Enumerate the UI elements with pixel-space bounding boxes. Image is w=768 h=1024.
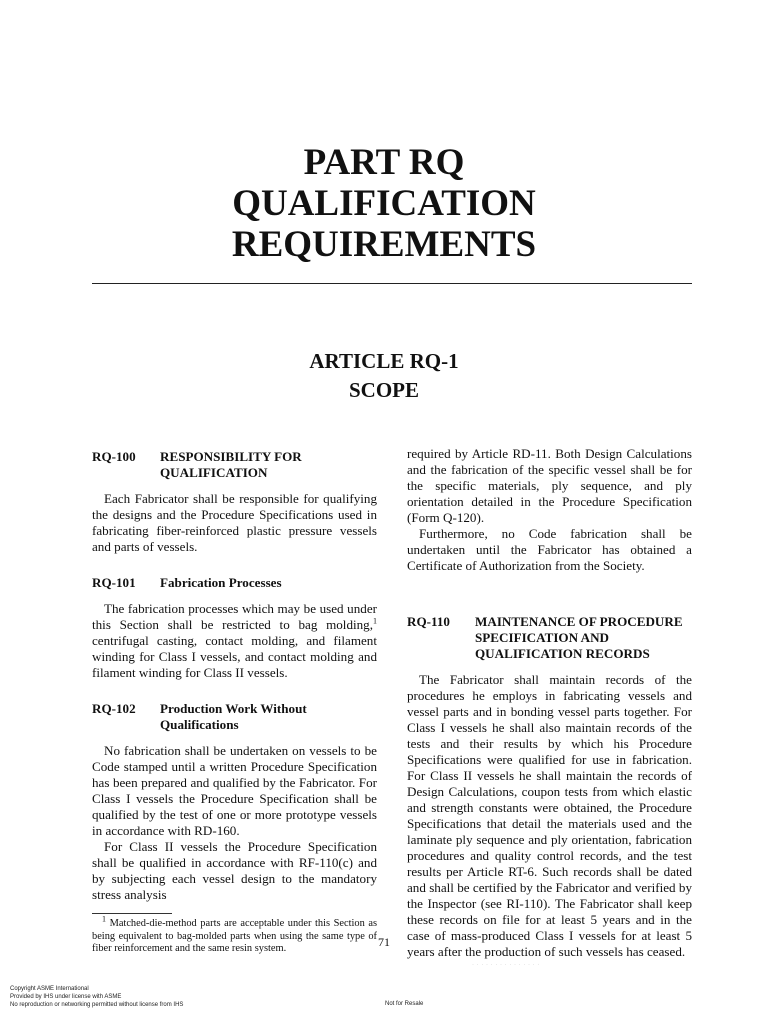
section-title — [160, 701, 377, 733]
section-title — [160, 449, 377, 481]
paragraph: Each Fabricator shall be responsible for qualifying the designs and the Procedure Specifications used in fabricating fiber-reinforced plastic pressure vessels and parts of vessels. — [92, 491, 377, 554]
section-title-line: Qualifications — [160, 717, 239, 732]
section-title-line: MAINTENANCE OF PROCEDURE — [475, 614, 683, 629]
section-number: RQ-100 — [92, 449, 136, 464]
paragraph: The Fabricator shall maintain records of the procedures he employs in fabricating vessels and vessel parts and in bonding vessel parts together. For Class I vessels he shall also maintain records of the tests and their results by which his Procedure Specifications were qualified for use in fabrication. For Class II vessels he shall maintain the records of Design Calculations, coupon tests from which elastic and strength constants were obtained, the Procedure Specifications that detail the materials used and the laminate ply sequence and ply orientation, fabrication procedures and quality control records, and the test results per Article RT-6. Such records shall be dated and shall be certified by the Fabricator and verified by the Inspector (see RI-110). The Fabricator shall keep these records on file for at least 5 years and in the case of mass-produced Class I vessels for at least 5 years after the production of such vessels has ceased. — [407, 672, 692, 959]
part-title-line-3: REQUIREMENTS — [231, 224, 537, 265]
paragraph: No fabrication shall be undertaken on vessels to be Code stamped until a written Procedure Specification has been prepared and qualified by the Fabricator. For Class I vessels the Procedure Specification shall be qualified by the test of one or more prototype vessels in accordance with RD-160. — [92, 743, 377, 838]
paragraph: Furthermore, no Code fabrication shall be undertaken until the Fabricator has obtained a Certificate of Authorization from the Society. — [407, 526, 692, 573]
not-for-resale-notice: Not for Resale — [385, 1001, 424, 1007]
article-title: SCOPE — [348, 378, 419, 402]
part-title-line-2: QUALIFICATION — [232, 183, 536, 224]
section-title-line: QUALIFICATION — [160, 465, 268, 480]
section-title-line: SPECIFICATION AND — [475, 630, 609, 645]
copyright-notice — [10, 985, 183, 1009]
paragraph-text: The fabrication processes which may be used under this Section shall be restricted to bag molding, — [92, 601, 377, 632]
section-number: RQ-110 — [407, 614, 450, 629]
page-number: 71 — [378, 935, 390, 949]
footnote-mark: 1 — [102, 914, 106, 924]
footnote-reference: 1 — [373, 616, 377, 626]
section-title-line: Production Work Without — [160, 701, 307, 716]
section-title: Fabrication Processes — [160, 575, 282, 590]
section-title — [475, 614, 692, 662]
section-heading-rq101 — [92, 575, 377, 591]
paragraph-text: centrifugal casting, contact molding, and filament winding for Class I vessels, and contact molding and filament winding for Class II vessels. — [92, 633, 377, 680]
article-number: ARTICLE RQ-1 — [309, 349, 459, 373]
footnote-text: Matched-die-method parts are acceptable under this Section as being equivalent to bag-molded parts when using the same type of fiber reinforcement and the same resin system. — [92, 918, 377, 954]
section-heading-rq102 — [92, 701, 377, 733]
copyright-line: No reproduction or networking permitted without license from IHS — [10, 1002, 184, 1008]
section-title-line: QUALIFICATION RECORDS — [475, 646, 650, 661]
right-column — [407, 446, 692, 960]
section-heading-rq110 — [407, 614, 692, 662]
section-title-line: RESPONSIBILITY FOR — [160, 449, 302, 464]
paragraph: required by Article RD-11. Both Design Calculations and the fabrication of the specific vessel shall be for the specific materials, ply sequence, and ply orientation detailed in the Procedure Specification (Form Q-120). — [407, 446, 692, 525]
section-number: RQ-101 — [92, 575, 136, 590]
section-number: RQ-102 — [92, 701, 136, 716]
part-title — [0, 142, 768, 265]
paragraph — [92, 601, 377, 681]
part-title-line-1: PART RQ — [303, 142, 465, 183]
paragraph: For Class II vessels the Procedure Specification shall be qualified in accordance with RF-110(c) and by subjecting each vessel design to the mandatory stress analysis — [92, 839, 377, 902]
left-column — [92, 449, 377, 956]
faint-watermark-text: · · · · · · · · · · · · · · · — [472, 962, 540, 968]
article-heading — [0, 347, 768, 405]
section-heading-rq100 — [92, 449, 377, 481]
copyright-line: Copyright ASME International — [10, 986, 89, 992]
title-divider — [92, 283, 692, 284]
copyright-line: Provided by IHS under license with ASME — [10, 994, 122, 1000]
